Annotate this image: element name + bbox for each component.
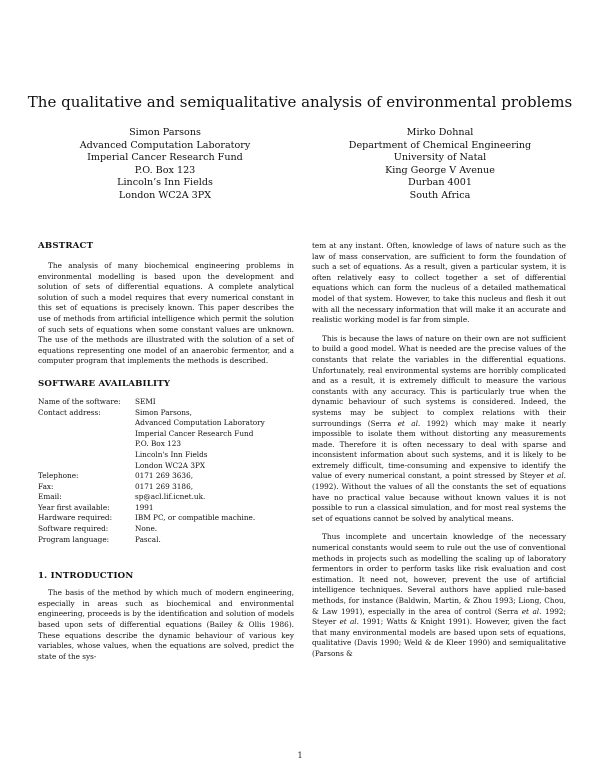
software-row <box>38 429 265 440</box>
paragraph-text: 1992) which may make it nearly impossible to isolate them without distorting any measurements made. Therefore it is often necessary to deal with sparse and inconsistent information about such systems, and it is likely to be extremely difficult, time-consuming and expensive to identify the value of every numerical constant, a point stressed by Steyer <box>312 418 566 481</box>
software-row <box>38 397 265 408</box>
author-affiliation-line: London WC2A 3PX <box>118 189 212 201</box>
software-field-label: Software required: <box>38 524 109 534</box>
author-affiliation-line: University of Natal <box>393 152 487 163</box>
software-field-value: sp@acl.lif.icnet.uk. <box>135 492 206 502</box>
author-affiliation-line: Durban 4001 <box>408 177 472 188</box>
paragraph-text: tem at any instant. Often, knowledge of laws of nature such as the law of mass conservation, are sufficient to form the foundation of such a set of equations. As a result, given a particular system, it is often relatively easy to collect together a set of differential equations which can form the nucleus of a detailed mathematical model of that system. However, to take this nucleus and flesh it out with all the necessary information that will make it an accurate and realistic working model is far from simple. <box>312 241 566 325</box>
author-name: Simon Parsons <box>129 127 201 138</box>
body-paragraph <box>312 334 566 525</box>
right-column <box>312 241 566 668</box>
software-field-value: Lincoln's Inn Fields <box>135 449 208 459</box>
software-field-value: Pascal. <box>135 534 161 544</box>
abstract-text: The analysis of many biochemical engineering problems in environmental modelling is based upon the development and solution of sets of differential equations. A complete analytical solution of such a model requires that every numerical constant in this set of equations is precisely known. This paper describes the use of methods from artificial intelligence which permit the solution of such sets of equations when some constant values are unknown. The use of the methods are illustrated with the solution of a set of equations representing one model of an anaerobic fermentor, and a computer program that implements the methods is described. <box>38 261 294 366</box>
software-availability-table <box>38 397 265 545</box>
page-number: 1 <box>297 751 303 760</box>
software-field-label: Telephone: <box>38 471 79 481</box>
software-row <box>38 461 265 472</box>
software-field-value: London WC2A 3PX <box>135 460 206 470</box>
software-field-value: Imperial Cancer Research Fund <box>135 428 254 438</box>
software-row <box>38 503 265 514</box>
author-affiliation-line: Advanced Computation Laboratory <box>79 139 251 151</box>
software-field-label <box>38 461 135 472</box>
paper-title: The qualitative and semiqualitative analysis of environmental problems <box>27 93 573 111</box>
citation-et-al: et al. <box>397 418 421 428</box>
paragraph-text: Thus incomplete and uncertain knowledge of the necessary numerical constants would seem to rule out the use of conventional methods in projects such as modelling the scaling up of laboratory fermentors in order to perform tasks like risk evaluation and cost estimation. It need not, however, prevent the use of artificial intelligence techniques. Several authors have applied rule-based methods, for instance (Baldwin, Martin, & Zhou 1993; Liong, Chou, & Law 1991), especially in the area of control (Serra <box>312 532 566 616</box>
software-field-value: 1991 <box>135 502 154 512</box>
software-field-label: Email: <box>38 492 62 502</box>
author-affiliation-line: P.O. Box 123 <box>134 164 196 176</box>
software-field-label: Year first available: <box>38 502 110 512</box>
software-row <box>38 418 265 429</box>
author-affiliation-line: Lincoln’s Inn Fields <box>117 177 213 188</box>
software-row <box>38 535 265 546</box>
software-row <box>38 482 265 493</box>
software-field-label: Name of the software: <box>38 396 121 406</box>
left-column <box>38 241 294 662</box>
author-affiliation-line: King George V Avenue <box>385 164 495 176</box>
body-paragraph <box>312 241 566 326</box>
software-field-label <box>38 450 135 461</box>
software-field-label: Hardware required: <box>38 513 113 523</box>
software-field-value: None. <box>135 524 158 534</box>
author-block-dohnal <box>340 127 540 202</box>
abstract-heading: ABSTRACT <box>38 241 94 251</box>
author-affiliation-line: Department of Chemical Engineering <box>348 139 532 151</box>
software-field-label <box>38 439 135 450</box>
software-field-value: P.O. Box 123 <box>135 439 182 449</box>
software-field-label: Program language: <box>38 534 110 544</box>
citation-et-al: et al. <box>339 617 359 627</box>
paragraph-text: (1992). Without the values of all the constants the set of equations have no practical value because without known values it is not possible to run a classical simulation, and for most real systems the set of equations cannot be solved by analytical means. <box>312 482 566 523</box>
paragraph-text: 1992; Steyer <box>312 606 566 627</box>
software-field-value: Advanced Computation Laboratory <box>135 418 265 428</box>
software-row <box>38 408 265 419</box>
introduction-text: The basis of the method by which much of modern engineering, especially in areas such as biochemical and environmental engineering, proceeds is by the identification and solution of models based upon sets of differential equations (Bailey & Ollis 1986). These equations describe the dynamic behaviour of various key variables, whose values, when the equations are solved, predict the state of the sys- <box>38 588 294 661</box>
software-row <box>38 492 265 503</box>
software-field-label <box>38 418 135 429</box>
software-row <box>38 450 265 461</box>
author-name: Mirko Dohnal <box>406 127 474 138</box>
software-field-value: SEMI <box>135 396 156 406</box>
software-row <box>38 439 265 450</box>
software-field-label: Fax: <box>38 481 54 491</box>
paragraph-text: 1991; Watts & Knight 1991). However, given the fact that many environmental models are based upon sets of equations, qualitative (Davis 1990; Weld & de Kleer 1990) and semiqualitative (Parsons & <box>312 617 567 658</box>
software-field-value: 0171 269 3636, <box>135 471 194 481</box>
software-field-value: 0171 269 3186, <box>135 481 194 491</box>
introduction-heading: 1. INTRODUCTION <box>38 571 134 582</box>
software-row <box>38 471 265 482</box>
software-row <box>38 524 265 535</box>
software-field-label <box>38 429 135 440</box>
software-field-value: Simon Parsons, <box>135 407 192 417</box>
citation-et-al: et al. <box>546 471 566 481</box>
software-row <box>38 513 265 524</box>
author-affiliation-line: Imperial Cancer Research Fund <box>87 152 243 163</box>
author-block-parsons <box>70 127 260 202</box>
citation-et-al: et al. <box>521 606 542 616</box>
software-field-label: Contact address: <box>38 407 101 417</box>
author-affiliation-line: South Africa <box>409 189 471 201</box>
body-paragraph <box>312 532 566 659</box>
software-field-value: IBM PC, or compatible machine. <box>135 513 256 523</box>
software-availability-heading: SOFTWARE AVAILABILITY <box>38 378 171 389</box>
paragraph-text: This is because the laws of nature on their own are not sufficient to build a good model. What is needed are the precise values of the constants that relate the variables in the differential equations. Unfortunately, real environmental systems are horribly complicated and as a result, it is extremely difficult to measure the various constants with any accuracy. This is particularly true when the dynamic behaviour of such systems is considered. Indeed, the systems may be subject to complex relations with their surroundings (Serra <box>312 333 566 428</box>
